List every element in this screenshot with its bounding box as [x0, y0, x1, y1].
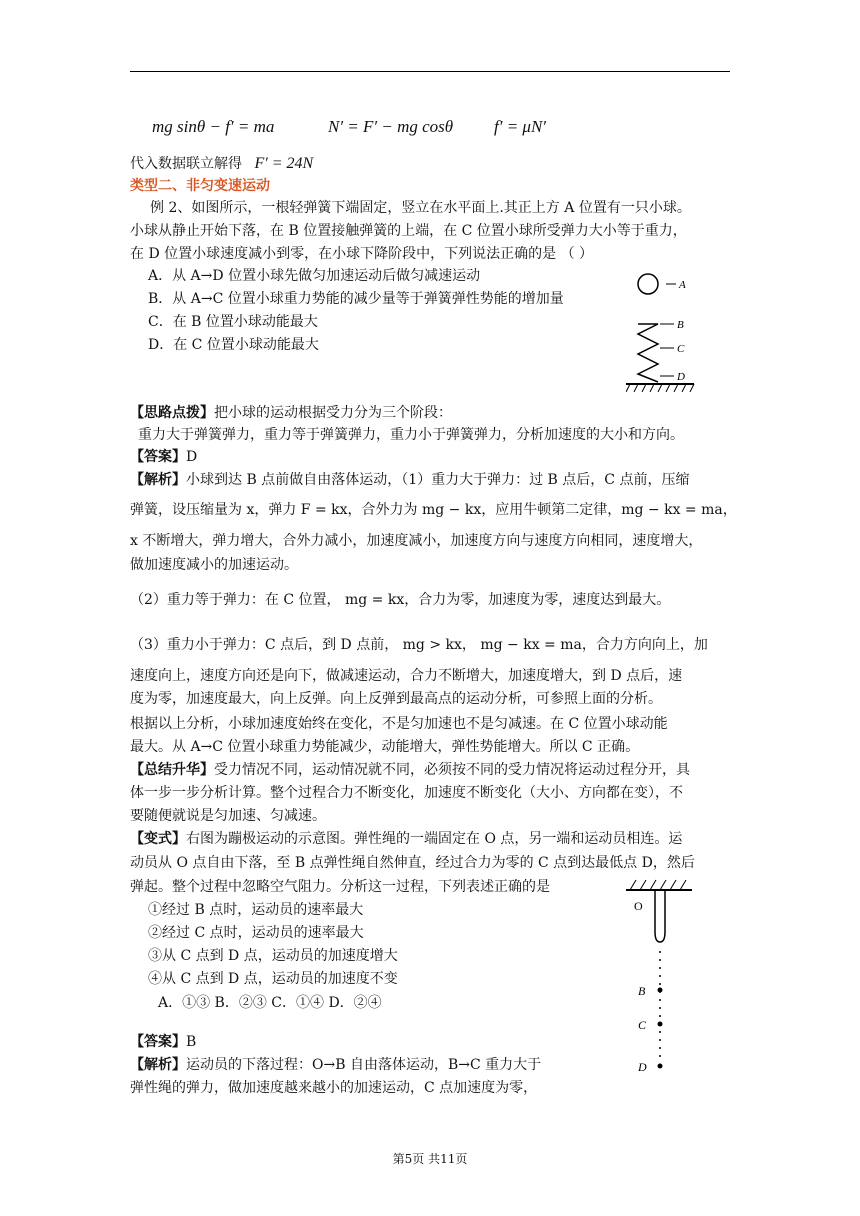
bungee-rope-icon — [655, 890, 665, 942]
example-line-1: 例 2、如图所示，一根轻弹簧下端固定，竖立在水平面上.其正上方 A 位置有一只小球。 — [150, 200, 691, 216]
fig-label-b: B — [677, 319, 684, 331]
hint-line-2: 重力大于弹簧弹力，重力等于弹簧弹力，重力小于弹簧弹力，分析加速度的大小和方向。 — [138, 427, 684, 443]
answer2-value: B — [186, 1034, 197, 1050]
summary-line-1 — [130, 760, 732, 780]
fig-label-b2: B — [638, 984, 646, 998]
spring-icon — [638, 324, 658, 382]
analysis-line-1 — [130, 470, 732, 490]
summary-text-1: 受力情况不同，运动情况就不同，必须按不同的受力情况将运动过程分开，具 — [214, 762, 690, 778]
fig-label-d: D — [677, 371, 685, 383]
statement-4: ④从 C 点到 D 点，运动员的加速度不变 — [148, 971, 398, 987]
analysis-line-4: 做加速度减小的加速运动。 — [130, 557, 298, 573]
fig-label-d2: D — [638, 1060, 647, 1074]
point-b-icon — [658, 988, 663, 993]
fig-label-c: C — [677, 343, 685, 355]
analysis-line-10: 最大。从 A→C 位置小球重力势能减少，动能增大，弹性势能增大。所以 C 正确。 — [130, 739, 640, 755]
analysis-text-1: 小球到达 B 点前做自由落体运动，（1）重力大于弹力：过 B 点后，C 点前，压缩 — [186, 472, 690, 488]
variant-line-2: 动员从 O 点自由下落，至 B 点弹性绳自然伸直，经过合力为零的 C 点到达最低点 D，然后 — [130, 855, 695, 871]
header-rule — [130, 71, 730, 72]
fig-label-a: A — [679, 279, 686, 291]
variant-line-1 — [130, 829, 732, 849]
solve-text: 代入数据联立解得 — [130, 156, 242, 172]
option-c: C．在 B 位置小球动能最大 — [148, 314, 318, 330]
answer-2 — [130, 1032, 732, 1052]
fig-label-c2: C — [638, 1018, 647, 1032]
example-line-2: 小球从静止开始下落，在 B 位置接触弹簧的上端，在 C 位置小球所受弹力大小等于重力， — [130, 223, 687, 239]
variant-line-3: 弹起。整个过程中忽略空气阻力。分析这一过程，下列表述正确的是 — [130, 879, 550, 895]
answer-value: D — [186, 449, 198, 465]
option-a: A．从 A→D 位置小球先做匀加速运动后做匀减速运动 — [148, 268, 481, 284]
analysis-line-9: 根据以上分析，小球加速度始终在变化，不是匀加速也不是匀减速。在 C 位置小球动能 — [130, 716, 668, 732]
ball-icon — [638, 274, 658, 294]
page-footer: 第5页 共11页 — [392, 1152, 468, 1166]
equation-3: f′ = μN′ — [494, 117, 547, 136]
option-d: D．在 C 位置小球动能最大 — [148, 337, 319, 353]
variant-text-1: 右图为蹦极运动的示意图。弹性绳的一端固定在 O 点，另一端和运动员相连。运 — [186, 831, 683, 847]
section-title: 类型二、非匀变速运动 — [130, 178, 270, 194]
analysis-line-3: x 不断增大，弹力增大，合外力减小，加速度减小，加速度方向与速度方向相同，速度增大， — [130, 533, 703, 549]
solve-line — [130, 153, 313, 173]
summary-label: 【总结升华】 — [130, 762, 214, 778]
variant-choices: A．①③ B．②③ C．①④ D．②④ — [158, 995, 382, 1011]
option-b: B．从 A→C 位置小球重力势能的减少量等于弹簧弹性势能的增加量 — [148, 291, 564, 307]
analysis-label: 【解析】 — [130, 472, 186, 488]
point-c-icon — [658, 1022, 663, 1027]
solve-equation: F′ = 24N — [254, 155, 314, 172]
analysis-line-2: 弹簧，设压缩量为 x，弹力 F = kx，合外力为 mg − kx，应用牛顿第二定律，mg − kx = ma， — [130, 502, 737, 518]
answer2-label: 【答案】 — [130, 1034, 186, 1050]
analysis-line-7: 速度向上，速度方向还是向下，做减速运动，合力不断增大，加速度增大，到 D 点后，速 — [130, 668, 683, 684]
equation-2: N′ = F′ − mg cosθ — [328, 117, 454, 136]
analysis-line-8: 度为零，加速度最大，向上反弹。向上反弹到最高点的运动分析，可参照上面的分析。 — [130, 691, 662, 707]
analysis2-text-1: 运动员的下落过程：O→B 自由落体运动，B→C 重力大于 — [186, 1057, 542, 1073]
answer-1 — [130, 447, 732, 467]
hint-label: 【思路点拨】 — [130, 405, 214, 421]
answer-label: 【答案】 — [130, 449, 186, 465]
statement-3: ③从 C 点到 D 点，运动员的加速度增大 — [148, 948, 398, 964]
analysis2-line-2: 弹性绳的弹力，做加速度越来越小的加速运动，C 点加速度为零， — [130, 1080, 538, 1096]
spring-figure — [626, 268, 706, 398]
hint-text-1: 把小球的运动根据受力分为三个阶段： — [214, 405, 452, 421]
statement-2: ②经过 C 点时，运动员的速率最大 — [148, 925, 364, 941]
fig-label-o: O — [634, 899, 643, 913]
summary-line-3: 要随便就说是匀加速、匀减速。 — [130, 808, 326, 824]
statement-1: ①经过 B 点时，运动员的速率最大 — [148, 902, 364, 918]
hint-line-1 — [130, 403, 732, 423]
equation-1: mg sinθ − f′ = ma — [152, 117, 275, 136]
example-line-3: 在 D 位置小球速度减小到零，在小球下降阶段中，下列说法正确的是 （ ） — [130, 246, 594, 262]
summary-line-2: 体一步一步分析计算。整个过程合力不断变化，加速度不断变化（大小、方向都在变），不 — [130, 785, 683, 801]
analysis2-line-1 — [130, 1055, 732, 1075]
analysis2-label: 【解析】 — [130, 1057, 186, 1073]
variant-label: 【变式】 — [130, 831, 186, 847]
analysis-line-5: （2）重力等于弹力：在 C 位置， mg = kx，合力为零，加速度为零，速度达到最大。 — [130, 592, 671, 608]
analysis-line-6: （3）重力小于弹力：C 点后，到 D 点前， mg > kx， mg − kx = ma，合力方向向上，加 — [130, 637, 708, 653]
